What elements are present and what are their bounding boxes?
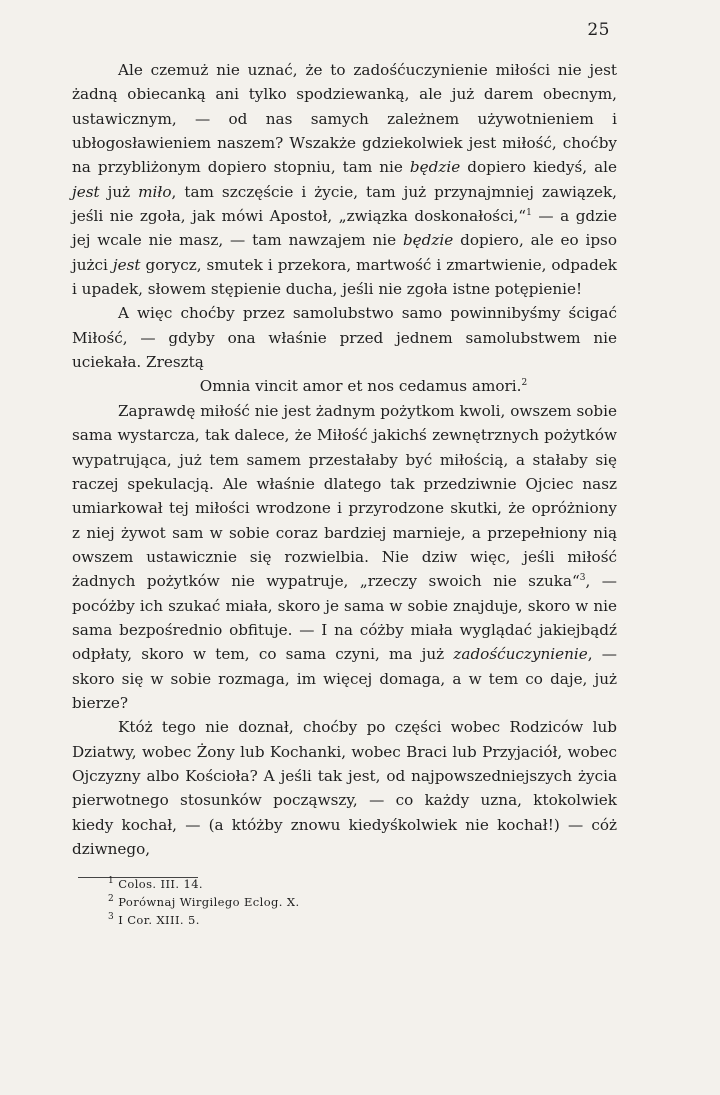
footnotes [108, 875, 300, 929]
emphasis-text: będzie [409, 158, 461, 177]
paragraph [72, 715, 617, 861]
body-text [72, 58, 617, 861]
paragraph [72, 301, 617, 374]
footnote-ref: 1 [526, 208, 532, 218]
footnote-ref: 2 [521, 378, 528, 389]
paragraph [72, 399, 617, 715]
emphasis-text: miło [138, 182, 172, 201]
text-run: dopiero, ale eo ipso jużci [72, 231, 617, 274]
page-number: 25 [587, 20, 610, 40]
text-run: gorycz, smutek i przekora, martwość i zmartwienie, odpadek i upadek, słowem stępienie ducha, jeśli nie zgoła istne potępienie! [72, 255, 617, 299]
latin-quote [72, 374, 617, 398]
text-run: — a gdzie jej wcale nie masz, — tam nawzajem nie [72, 207, 617, 250]
footnote [108, 911, 300, 929]
text-run: już [99, 182, 139, 201]
footnote-mark: 3 [108, 912, 115, 923]
footnote [108, 875, 300, 893]
footnote-mark: 2 [108, 894, 115, 905]
footnote-mark: 1 [108, 876, 115, 887]
text-run: Zaprawdę miłość nie jest żadnym pożytkom kwoli, owszem sobie sama wystarcza, tak dalece, że Miłość jakichś zewnętrznych pożytków wypatrująca, już tem samem przestałaby być miłością, a stałaby się raczej spekulacją. Ale właśnie dlatego tak przedziwnie Ojciec nasz umiarkował tej miłości wrodzone i przyrodzone skutki, że opróżniony z niej żywot sam w sobie coraz bardziej marnieje, a przepełniony nią owszem ustawicznie się rozwielbia. Nie dziw więc, jeśli miłość żadnych pożytków nie wypatruje, „rzeczy swoich nie szuka“ [72, 401, 617, 591]
emphasis-text: jest [112, 255, 141, 274]
text-run: dopiero kiedyś, ale [460, 158, 617, 177]
footnote-text: Colos. III. 14. [118, 877, 203, 891]
paragraph [72, 58, 617, 301]
text-run: A więc choćby przez samolubstwo samo powinnibyśmy ścigać Miłość, — gdyby ona właśnie przed jednem samolubstwem nie uciekała. Zresztą [72, 304, 617, 372]
footnote [108, 893, 300, 911]
footnote-ref: 3 [579, 573, 586, 584]
emphasis-text: będzie [402, 231, 454, 250]
text-run: , — pocóżby ich szukać miała, skoro je sama w sobie znajduje, skoro w nie sama bezpośrednio obfituje. — I na cóżby miała wyglądać jakiejbądź odpłaty, skoro w tem, co sama czyni, ma już [72, 572, 617, 664]
text-run: Ale czemuż nie uznać, że to zadośćuczynienie miłości nie jest żadną obiecanką ani tylko spodziewanką, ale już darem obecnym, ustawicznym, — od nas samych zależnem używotnieniem i ubłogosławieniem naszem? Wszakże gdziekolwiek jest miłość, choćby na przybliżonym dopiero stopniu, tam nie [72, 61, 617, 177]
footnote-text: I Cor. XIII. 5. [118, 913, 200, 927]
text-run: , tam szczęście i życie, tam już przynajmniej zawiązek, jeśli nie zgoła, jak mówi Apostoł, „związka doskonałości,“ [72, 182, 617, 226]
text-run: Omnia vincit amor et nos cedamus amori. [199, 377, 522, 396]
text-run: Któż tego nie doznał, choćby po części wobec Rodziców lub Dziatwy, wobec Żony lub Kochanki, wobec Braci lub Przyjaciół, wobec Ojczyzny albo Kościoła? A jeśli tak jest, od najpowszedniejszych życia pierwotnego stosunków począwszy, — co każdy uzna, ktokolwiek kiedy kochał, — (a któżby znowu kiedyśkolwiek nie kochał!) — cóż dziwnego, [72, 718, 617, 858]
footnote-text: Porównaj Wirgilego Eclog. X. [118, 895, 300, 909]
emphasis-text: jest [72, 182, 100, 201]
text-run: , — skoro się w sobie rozmaga, im więcej domaga, a w tem co daje, już bierze? [72, 645, 617, 712]
emphasis-text: zadośćuczynienie [453, 645, 588, 664]
